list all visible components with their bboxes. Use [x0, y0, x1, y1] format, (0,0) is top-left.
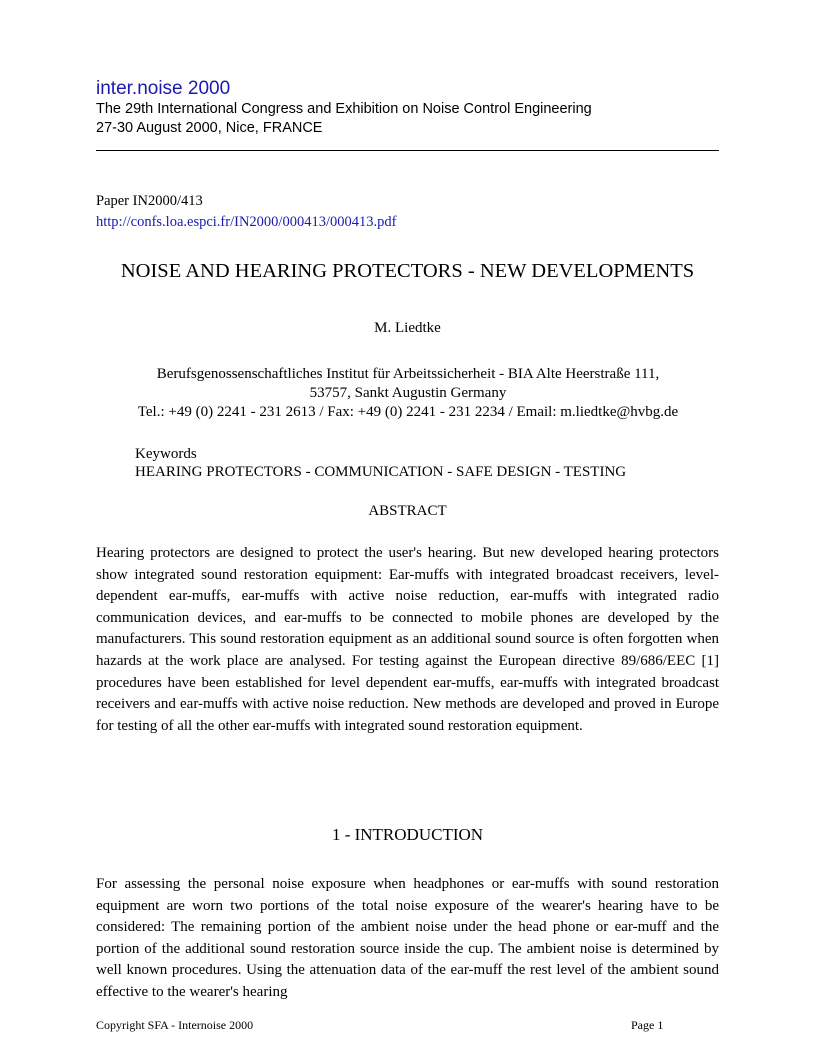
author-affiliation: [80, 365, 736, 422]
footer-copyright: Copyright SFA - Internoise 2000: [96, 1018, 254, 1032]
introduction-text: For assessing the personal noise exposure when headphones or ear-muffs with sound restoration equipment are worn two portions of the total noise exposure of the wearer's hearing have to be considered: The remaining portion of the ambient noise under the head phone or ear-muff and the portion of the additional sound restoration source inside the cup. The ambient noise is determined by well known procedures. Using the attenuation data of the ear-muff the rest level of the ambient sound effective to the wearer's hearing: [96, 876, 719, 1000]
footer-page-number: Page 1: [631, 1018, 664, 1032]
abstract-heading: ABSTRACT: [368, 503, 447, 519]
contact-line: Tel.: +49 (0) 2241 - 231 2613 / Fax: +49 (0) 2241 - 231 2234 / Email: m.liedtke@hvbg.de: [137, 404, 679, 420]
paper-title: NOISE AND HEARING PROTECTORS - NEW DEVELOPMENTS: [120, 260, 695, 282]
affiliation-line: Berufsgenossenschaftliches Institut für Arbeitssicherheit - BIA Alte Heerstraße 111,: [156, 366, 660, 382]
author-name: M. Liedtke: [374, 320, 441, 336]
paper-url-link[interactable]: http://confs.loa.espci.fr/IN2000/000413/000413.pdf: [96, 214, 397, 230]
keywords-list: HEARING PROTECTORS - COMMUNICATION - SAFE DESIGN - TESTING: [135, 464, 627, 480]
conference-title: inter.noise 2000: [96, 78, 231, 99]
conference-dates: 27-30 August 2000, Nice, FRANCE: [96, 120, 323, 136]
abstract-text: Hearing protectors are designed to protect the user's hearing. But new developed hearing protectors show integrated sound restoration equipment: Ear-muffs with integrated broadcast receivers, level-dependent ear-muffs, ear-muffs with active noise reduction, ear-muffs with integrated radio communication devices, and ear-muffs to be connected to mobile phones are developed by the manufacturers. This sound restoration equipment as an additional sound source is often forgotten when hazards at the work place are analysed. For testing against the European directive 89/686/EEC [1] procedures have been established for level dependent ear-muffs, ear-muffs with integrated broadcast receivers and ear-muffs with active noise reduction. New methods are developed and proved in Europe for testing of all the other ear-muffs with integrated sound restoration equipment.: [96, 545, 719, 734]
affiliation-line: 53757, Sankt Augustin Germany: [309, 385, 507, 401]
header-divider: [96, 150, 719, 151]
keywords-heading: Keywords: [135, 446, 197, 462]
paper-id: Paper IN2000/413: [96, 193, 203, 209]
introduction-heading: 1 - INTRODUCTION: [331, 825, 484, 844]
conference-subtitle: The 29th International Congress and Exhibition on Noise Control Engineering: [96, 101, 592, 117]
